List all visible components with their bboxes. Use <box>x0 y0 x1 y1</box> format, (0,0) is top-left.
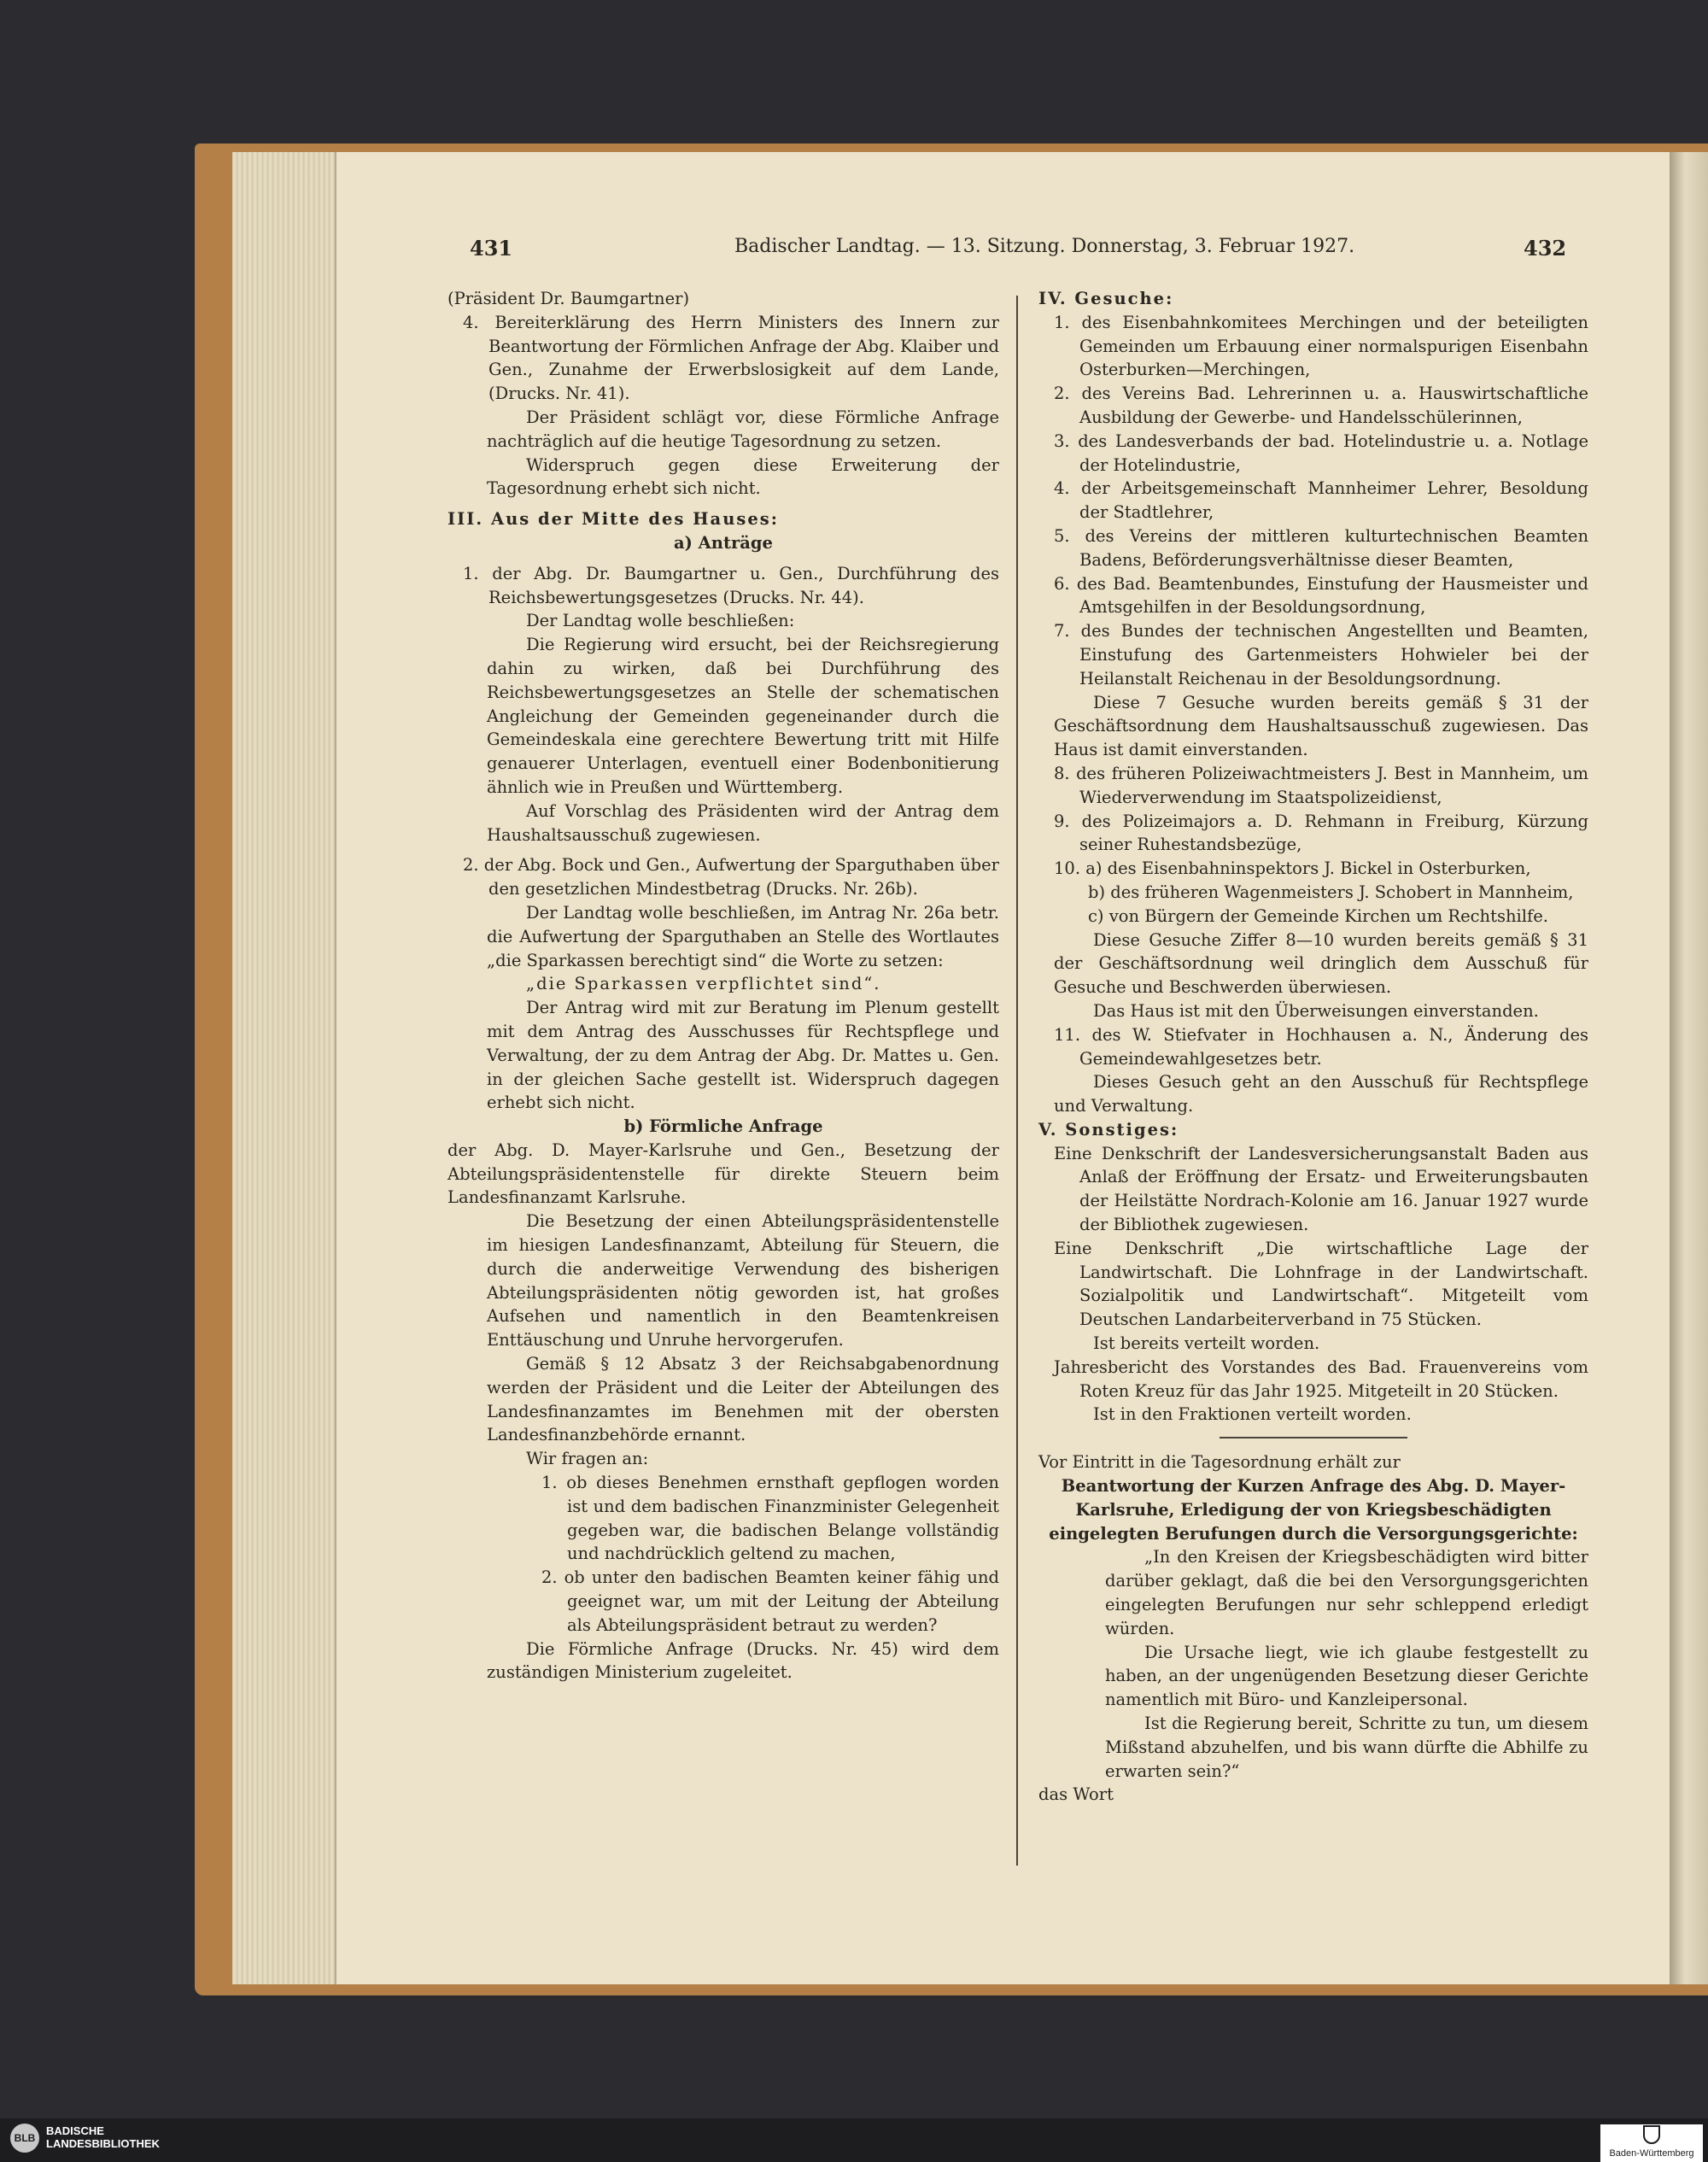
anfrage-b-ask: Wir fragen an: <box>526 1449 649 1469</box>
kurze-anfrage-para-2: Die Ursache liegt, wie ich glaube festgestellt zu haben, an der ungenügenden Besetzung dieser Gerichte namentlich mit Büro- und Kanzleipersonal. <box>1105 1642 1588 1710</box>
section-rule <box>1220 1437 1407 1438</box>
anfrage-b-result: Die Förmliche Anfrage (Drucks. Nr. 45) wird dem zuständigen Ministerium zugeleitet. <box>487 1638 999 1683</box>
coat-of-arms-icon <box>1643 2125 1660 2144</box>
antrag-1-body: Die Regierung wird ersucht, bei der Reichsregierung dahin zu wirken, daß bei Durchführung des Reichsbewertungsgesetzes an Stelle der schematischen Angleichung der Gemeinden gegeneinander durch die Gemeindeskala eine gerechtere Bewertung tritt mit Hilfe genauerer Unterlagen, eventuell einer Bodenbonitierung ähnlich wie in Preußen und Württemberg. <box>487 635 999 797</box>
sonstiges-1: Eine Denkschrift der Landesversicherungsanstalt Baden aus Anlaß der Eröffnung der Ersatz- und Erweiterungsbauten der Heilstätte Nordrach-Kolonie am 16. Januar 1927 wurde der Bibliothek zugewiesen. <box>1054 1143 1588 1235</box>
sonstiges-2-note: Ist bereits verteilt worden. <box>1093 1333 1320 1354</box>
das-wort: das Wort <box>1038 1784 1114 1805</box>
anfrage-b-text: der Abg. D. Mayer-Karlsruhe und Gen., Besetzung der Abteilungspräsidentenstelle für direkte Steuern beim Landesfinanzamt Karlsruhe. <box>447 1140 999 1208</box>
left-column <box>447 287 999 1684</box>
gesuch-3: 3. des Landesverbands der bad. Hotelindustrie u. a. Notlage der Hotelindustrie, <box>1054 431 1588 475</box>
region-label: Baden-Württemberg <box>1609 2148 1694 2159</box>
item-4-result: Widerspruch gegen diese Erweiterung der Tagesordnung erhebt sich nicht. <box>487 454 999 499</box>
gesuch-8: 8. des früheren Polizeiwachtmeisters J. Best in Mannheim, um Wiederverwendung im Staatspolizeidienst, <box>1054 763 1588 807</box>
gesuch-9: 9. des Polizeimajors a. D. Rehmann in Freiburg, Kürzung seiner Ruhestandsbezüge, <box>1054 811 1588 855</box>
subsection-b-heading: b) Förmliche Anfrage <box>623 1116 823 1137</box>
book-spine <box>1670 152 1708 1984</box>
gesuch-4: 4. der Arbeitsgemeinschaft Mannheimer Lehrer, Besoldung der Stadtlehrer, <box>1054 478 1588 523</box>
gesuch-10-note-2: Das Haus ist mit den Überweisungen einverstanden. <box>1093 1000 1539 1021</box>
anfrage-b-question-2: 2. ob unter den badischen Beamten keiner fähig und geeignet war, um mit der Leitung der Abteilung als Abteilungspräsident betraut zu werden? <box>541 1567 999 1635</box>
sonstiges-3-note: Ist in den Fraktionen verteilt worden. <box>1093 1404 1412 1425</box>
gesuch-10a: 10. a) des Eisenbahninspektors J. Bickel in Osterburken, <box>1054 858 1531 879</box>
kurze-anfrage-title: Beantwortung der Kurzen Anfrage des Abg. D. Mayer-Karlsruhe, Erledigung der von Kriegsbeschädigten eingelegten Berufungen durch die Versorgungsgerichte: <box>1049 1476 1578 1544</box>
gesuch-11-note: Dieses Gesuch geht an den Ausschuß für Rechtspflege und Verwaltung. <box>1054 1072 1588 1116</box>
section-5-heading: V. Sonstiges: <box>1038 1119 1179 1140</box>
right-page-number: 432 <box>1524 236 1567 261</box>
gesuch-7: 7. des Bundes der technischen Angestellten und Beamten, Einstufung des Gartenmeisters Hohwieler bei der Heilanstalt Reichenau in der Besoldungsordnung. <box>1054 621 1588 688</box>
library-name-line-1: BADISCHE <box>46 2124 104 2137</box>
viewer-footer-bar <box>0 2118 1708 2162</box>
column-divider <box>1016 296 1018 1866</box>
gesuch-10c: c) von Bürgern der Gemeinde Kirchen um Rechtshilfe. <box>1088 905 1548 926</box>
gesuch-10-note: Diese Gesuche Ziffer 8—10 wurden bereits gemäß § 31 der Geschäftsordnung weil dringlich dem Ausschuß für Gesuche und Beschwerden überwiesen. <box>1054 929 1588 998</box>
sonstiges-3: Jahresbericht des Vorstandes des Bad. Frauenvereins vom Roten Kreuz für das Jahr 1925. Mitgeteilt in 20 Stücken. <box>1054 1356 1588 1401</box>
library-name-line-2: LANDESBIBLIOTHEK <box>46 2137 160 2150</box>
section-3-heading: III. Aus der Mitte des Hauses: <box>447 509 779 530</box>
gesuch-1: 1. des Eisenbahnkomitees Merchingen und der beteiligten Gemeinden um Erbauung einer normalspurigen Eisenbahn Osterburken—Merchingen, <box>1054 312 1588 380</box>
antrag-2-result: Der Antrag wird mit zur Beratung im Plenum gestellt mit dem Antrag des Ausschusses für Rechtspflege und Verwaltung, der zu dem Antrag der Abg. Dr. Mattes u. Gen. in der gleichen Sache gestellt ist. Widerspruch dagegen erhebt sich nicht. <box>487 998 999 1113</box>
anfrage-b-para-2: Gemäß § 12 Absatz 3 der Reichsabgabenordnung werden der Präsident und die Leiter der Abteilungen des Landesfinanzamtes im Benehmen mit der obersten Landesfinanzbehörde ernannt. <box>487 1354 999 1445</box>
item-4-text: 4. Bereiterklärung des Herrn Ministers des Innern zur Beantwortung der Förmlichen Anfrage der Abg. Klaiber und Gen., Zunahme der Erwerbslosigkeit auf dem Lande, (Drucks. Nr. 41). <box>463 312 999 404</box>
sonstiges-2: Eine Denkschrift „Die wirtschaftliche Lage der Landwirtschaft. Die Lohnfrage in der Landwirtschaft. Sozialpolitik und Landwirtschaft“. Mitgeteilt vom Deutschen Landarbeiterverband in 75 Stücken. <box>1054 1238 1588 1330</box>
left-page-number: 431 <box>470 236 513 261</box>
gesuch-6: 6. des Bad. Beamtenbundes, Einstufung der Hausmeister und Amtsgehilfen in der Besoldungsordnung, <box>1054 573 1588 618</box>
running-header-title: Badischer Landtag. — 13. Sitzung. Donnerstag, 3. Februar 1927. <box>734 236 1355 257</box>
antrag-1-intro: Der Landtag wolle beschließen: <box>526 611 795 631</box>
blb-logo-icon: BLB <box>10 2124 39 2153</box>
right-column <box>1038 287 1588 1807</box>
gesuch-2: 2. des Vereins Bad. Lehrerinnen u. a. Hauswirtschaftliche Ausbildung der Gewerbe- und Handelsschülerinnen, <box>1054 384 1588 427</box>
gesuch-7-note: Diese 7 Gesuche wurden bereits gemäß § 31 der Geschäftsordnung dem Haushaltsausschuß zugewiesen. Das Haus ist damit einverstanden. <box>1054 692 1588 760</box>
antrag-2-body: Der Landtag wolle beschließen, im Antrag Nr. 26a betr. die Aufwertung der Sparguthaben an Stelle des Wortlautes „die Sparkassen berechtigt sind“ die Worte zu setzen: <box>487 902 999 970</box>
anfrage-b-question-1: 1. ob dieses Benehmen ernsthaft gepflogen worden ist und dem badischen Finanzminister Gelegenheit gegeben war, die badischen Belange vollständig und nachdrücklich geltend zu machen, <box>541 1473 999 1564</box>
subsection-a-heading: a) Anträge <box>674 532 773 553</box>
vor-eintritt-text: Vor Eintritt in die Tagesordnung erhält zur <box>1038 1452 1401 1473</box>
gesuch-10b: b) des früheren Wagenmeisters J. Schobert in Mannheim, <box>1088 882 1574 902</box>
anfrage-b-para-1: Die Besetzung der einen Abteilungspräsidentenstelle im hiesigen Landesfinanzamt, Abteilung für Steuern, die durch die anderweitige Verwendung des bisherigen Abteilungspräsidenten nötig geworden ist, hat großes Aufsehen und namentlich in den Beamtenkreisen Enttäuschung und Unruhe hervorgerufen. <box>487 1211 999 1351</box>
antrag-1-text: 1. der Abg. Dr. Baumgartner u. Gen., Durchführung des Reichsbewertungsgesetzes (Drucks. Nr. 44). <box>463 563 999 607</box>
library-name <box>46 2124 160 2150</box>
antrag-2-text: 2. der Abg. Bock und Gen., Aufwertung der Sparguthaben über den gesetzlichen Mindestbetrag (Drucks. Nr. 26b). <box>463 855 999 899</box>
kurze-anfrage-para-3: Ist die Regierung bereit, Schritte zu tun, um diesem Mißstand abzuhelfen, und bis wann dürfte die Abhilfe zu erwarten sein?“ <box>1105 1714 1588 1781</box>
item-4-proposal: Der Präsident schlägt vor, diese Förmliche Anfrage nachträglich auf die heutige Tagesordnung zu setzen. <box>487 407 999 451</box>
gesuch-11: 11. des W. Stiefvater in Hochhausen a. N., Änderung des Gemeindewahlgesetzes betr. <box>1054 1024 1588 1069</box>
antrag-1-result: Auf Vorschlag des Präsidenten wird der Antrag dem Haushaltsausschuß zugewiesen. <box>487 800 999 845</box>
section-4-heading: IV. Gesuche: <box>1038 289 1174 308</box>
kurze-anfrage-para-1: „In den Kreisen der Kriegsbeschädigten wird bitter darüber geklagt, daß die bei den Versorgungsgerichten eingelegten Berufungen nur sehr schleppend erledigt würden. <box>1105 1547 1588 1638</box>
praesident-label: (Präsident Dr. Baumgartner) <box>447 289 690 308</box>
antrag-2-quote: „die Sparkassen verpflichtet sind“. <box>526 974 881 994</box>
gesuch-5: 5. des Vereins der mittleren kulturtechnischen Beamten Badens, Beförderungsverhältnisse dieser Beamten, <box>1054 525 1588 570</box>
